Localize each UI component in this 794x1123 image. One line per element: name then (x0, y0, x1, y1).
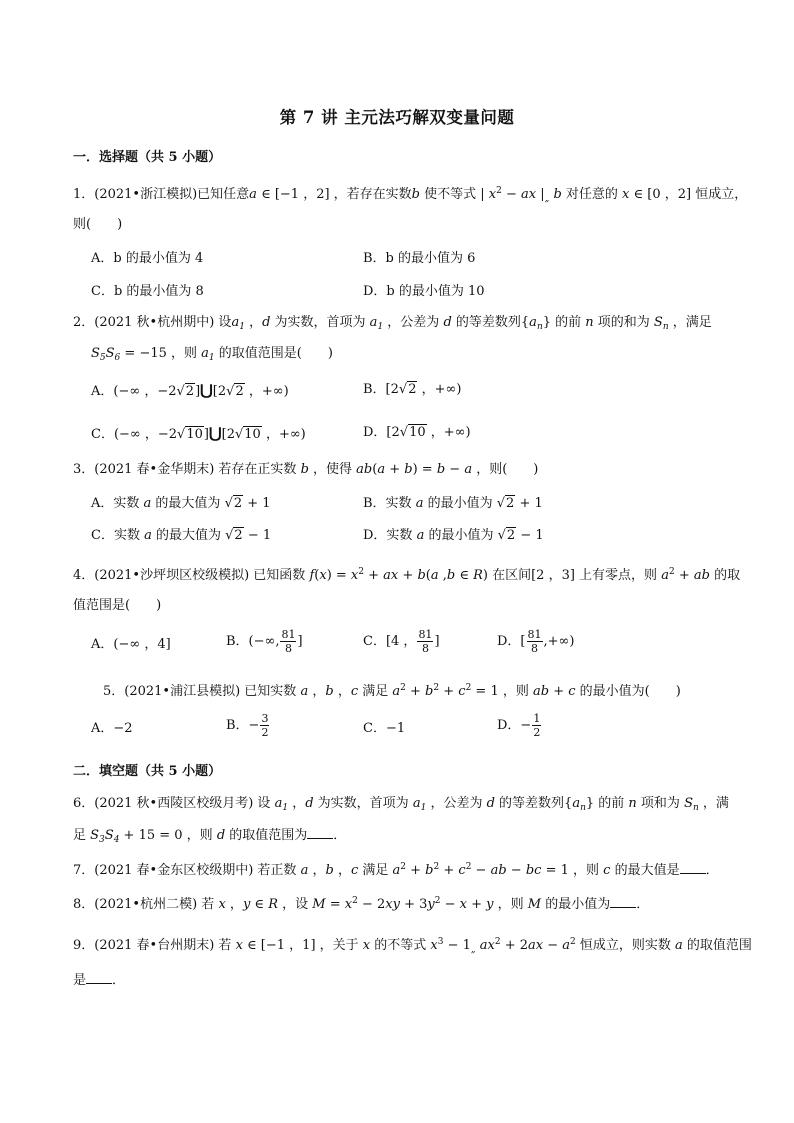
question-4-option-b: B．(−∞, $\frac{81}{8}$ ] (226, 628, 303, 655)
question-4-stem-line2: 值范围是( ) (73, 598, 162, 613)
question-2-option-c: C．(−∞ ，−2√10]⋃[2√10 ，+∞) (91, 424, 306, 442)
question-2-option-b: B．[2√2 ，+∞) (363, 382, 462, 397)
question-1-option-d: D．b 的最小值为 10 (363, 284, 485, 299)
question-5-option-d: D．− $\frac{1}{2}$ (497, 712, 541, 739)
question-9-stem-line2: 是 ． (73, 973, 126, 988)
question-5-option-c: C．−1 (363, 721, 406, 736)
question-7-stem: 7．(2021 春•金东区校级期中) 若正数 a ，b ，c 满足 $a^2 + b^2 + c^2$ − ab − bc = 1 ，则 c 的最大值是 ． (73, 862, 719, 878)
question-8-stem: 8．(2021•杭州二模) 若 x ，y ∈ R ，设 $M = x^2 - 2xy + 3y^2 - x + y$ ，则 M 的最小值为 ． (73, 896, 650, 912)
question-1-option-c: C．b 的最小值为 8 (91, 284, 204, 299)
question-4-stem: 4．(2021•沙坪坝区校级模拟) 已知函数 $f(x) = x^2$ + ax + b(a ,b ∈ R) 在区间[2 ，3] 上有零点，则 $a^2$ + ab 的取 (73, 567, 741, 583)
question-3-option-d: D．实数 a 的最小值为 √2 − 1 (363, 528, 544, 543)
question-4-option-c: C．[4 ， $\frac{81}{8}$ ] (363, 628, 440, 655)
question-1-option-b: B．b 的最小值为 6 (363, 251, 476, 266)
question-5-option-b: B．− $\frac{3}{2}$ (226, 712, 269, 739)
question-4-option-d: D．[ $\frac{81}{8}$ ,+∞) (497, 628, 575, 655)
question-1-stem: 1．(2021•浙江模拟)已知任意a ∈ [−1 ，2] ，若存在实数b 使不等式 | $x^2$ − ax $|_„$ b 对任意的 x ∈ [0 ，2] 恒成立， (73, 186, 748, 204)
answer-blank (680, 861, 706, 874)
question-1-option-a: A．b 的最小值为 4 (91, 251, 204, 266)
question-3-stem: 3．(2021 春•金华期末) 若存在正实数 b ，使得 ab(a + b) = b − a ，则( ) (73, 462, 539, 477)
question-3-option-c: C．实数 a 的最大值为 √2 − 1 (91, 528, 272, 543)
answer-blank (610, 895, 636, 908)
question-1-stem-line2: 则( ) (73, 217, 123, 232)
question-5-stem: 5．(2021•浦江县模拟) 已知实数 a ，b ，c 满足 $a^2 + b^2 + c^2 = 1$ ，则 ab + c 的最小值为( ) (103, 683, 681, 699)
section-heading-choice: 一．选择题（共 5 小题） (73, 150, 222, 165)
answer-blank (86, 971, 112, 984)
question-4-option-a: A．(−∞ ，4] (91, 637, 171, 652)
section-heading-fill: 二．填空题（共 5 小题） (73, 764, 222, 779)
question-9-stem: 9．(2021 春•台州期末) 若 x ∈ [−1 ，1] ，关于 x 的不等式 $x^3 - 1_„$ $ax^2 + 2ax - a^2$ 恒成立，则实数 a 的取值范围 (73, 937, 752, 955)
question-2-option-d: D．[2√10 ，+∞) (363, 425, 471, 440)
question-2-stem: 2．(2021 秋•杭州期中) 设$a_1$ ，d 为实数，首项为 $a_1$ ，公差为 d 的等差数列$\{a_n\}$ 的前 n 项的和为 $S_n$ ，满足 (73, 315, 712, 332)
question-6-stem-line2: 足 $S_3S_4 + 15 = 0$ ，则 d 的取值范围为 ． (73, 828, 347, 845)
question-2-stem-line2: $S_5S_6 = -15$ ，则 $a_1$ 的取值范围是( ) (91, 346, 333, 363)
answer-blank (307, 826, 333, 839)
question-3-option-b: B．实数 a 的最小值为 √2 + 1 (363, 496, 543, 511)
question-2-option-a: A．(−∞ ，−2√2]⋃[2√2 ，+∞) (91, 381, 289, 399)
question-3-option-a: A．实数 a 的最大值为 √2 + 1 (91, 496, 271, 511)
question-6-stem: 6．(2021 秋•西陵区校级月考) 设 $a_1$ ，d 为实数，首项为 $a_1$ ，公差为 d 的等差数列$\{a_n\}$ 的前 n 项和为 $S_n$ ，满 (73, 796, 729, 813)
question-5-option-a: A．−2 (91, 721, 133, 736)
page-title: 第 7 讲 主元法巧解双变量问题 (279, 108, 515, 127)
